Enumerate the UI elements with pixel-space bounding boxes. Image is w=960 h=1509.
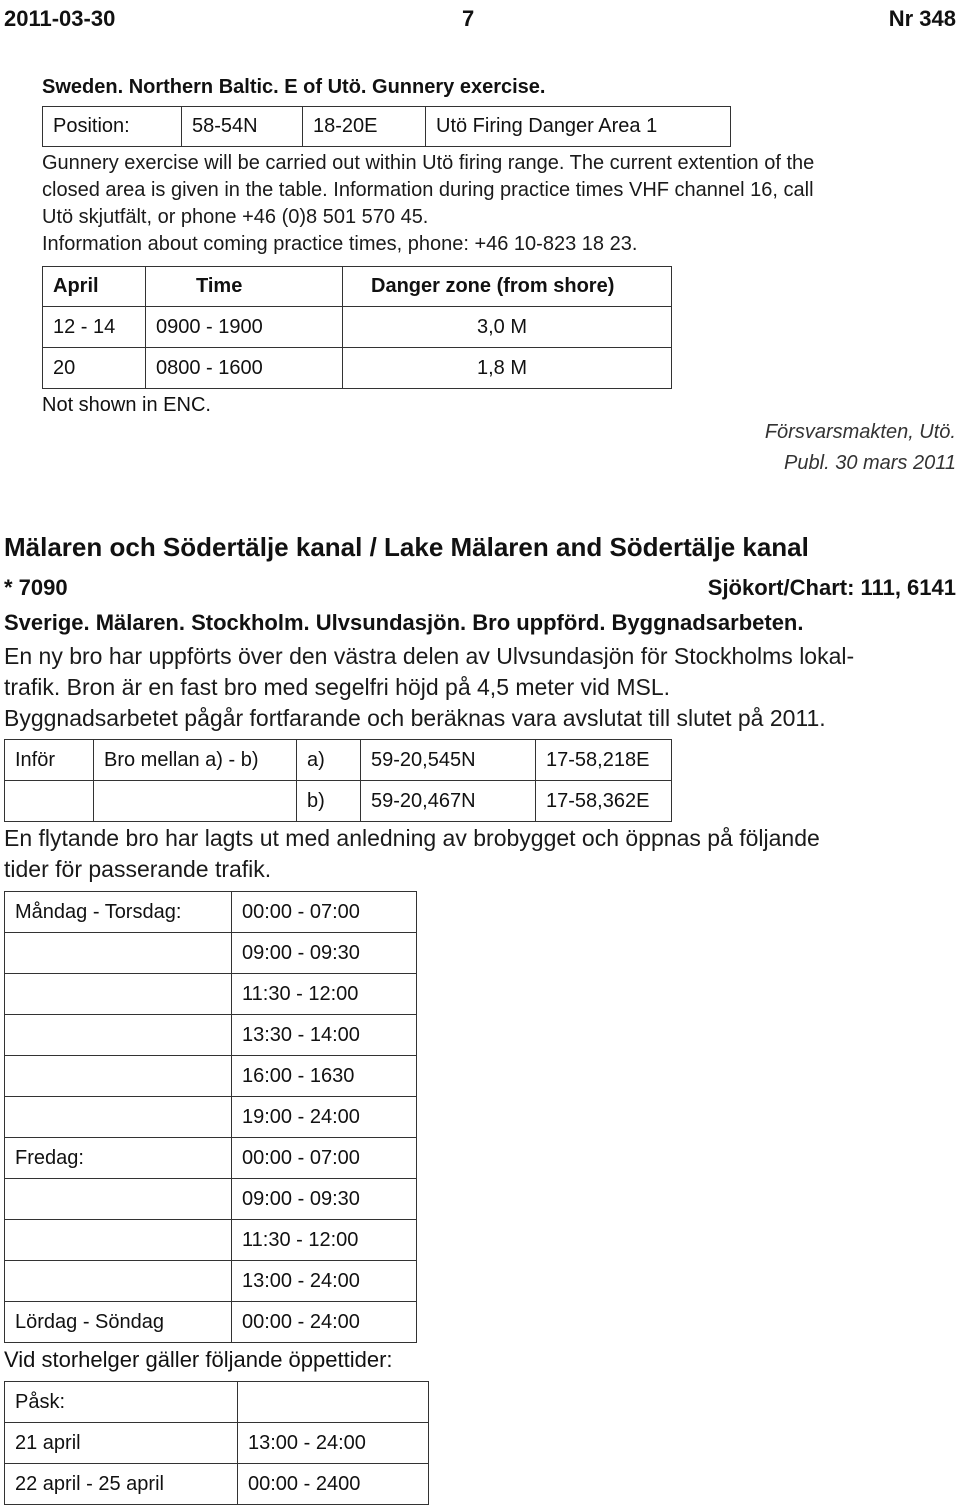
notice1-line: Utö skjutfält, or phone +46 (0)8 501 570 45. <box>42 206 429 228</box>
holiday-table <box>4 1381 429 1505</box>
cell-bridge-between: Bro mellan a) - b) <box>94 740 297 781</box>
cell-infor <box>5 781 94 822</box>
cell-time: 13:30 - 14:00 <box>232 1015 417 1056</box>
cell-time: 00:00 - 24:00 <box>232 1302 417 1343</box>
cell-time: 0900 - 1900 <box>146 307 343 348</box>
not-shown-note: Not shown in ENC. <box>42 394 211 416</box>
cell-danger-zone: 3,0 M <box>343 307 672 348</box>
cell-time: 13:00 - 24:00 <box>232 1261 417 1302</box>
notice-number: * 7090 <box>4 575 68 600</box>
cell-point: a) <box>297 740 361 781</box>
notice2-line: Byggnadsarbetet pågår fortfarande och beräknas vara avslutat till slutet på 2011. <box>4 705 826 731</box>
cell-day <box>5 1261 232 1302</box>
table-row <box>5 974 417 1015</box>
cell-time: 00:00 - 07:00 <box>232 892 417 933</box>
cell-time: 09:00 - 09:30 <box>232 933 417 974</box>
table-row <box>5 740 672 781</box>
danger-zone-table <box>42 266 672 389</box>
notice2-paragraph1 <box>4 641 934 734</box>
cell-lon: 17-58,362E <box>536 781 672 822</box>
notice2-line: tider för passerande trafik. <box>4 856 272 882</box>
table-row <box>5 1382 429 1423</box>
cell-infor: Inför <box>5 740 94 781</box>
col-header-time: Time <box>146 267 343 307</box>
cell-time: 00:00 - 2400 <box>238 1464 429 1505</box>
cell-day: Fredag: <box>5 1138 232 1179</box>
col-header-danger-zone: Danger zone (from shore) <box>343 267 672 307</box>
table-row <box>5 1261 417 1302</box>
table-row <box>5 1056 417 1097</box>
table-row <box>5 1015 417 1056</box>
cell-day <box>5 974 232 1015</box>
notice2-subtitle: Sverige. Mälaren. Stockholm. Ulvsundasjön. Bro uppförd. Byggnadsarbeten. <box>4 610 804 635</box>
chart-reference: Sjökort/Chart: 111, 6141 <box>707 575 956 600</box>
header-issue-number: Nr 348 <box>888 6 956 31</box>
col-header-april: April <box>43 267 146 307</box>
table-row <box>5 1220 417 1261</box>
notice2-paragraph2 <box>4 823 934 885</box>
cell-day <box>5 1097 232 1138</box>
table-row <box>5 1138 417 1179</box>
cell-day: Påsk: <box>5 1382 238 1423</box>
cell-day <box>5 1220 232 1261</box>
cell-time: 11:30 - 12:00 <box>232 1220 417 1261</box>
table-row <box>5 1464 429 1505</box>
cell-time <box>238 1382 429 1423</box>
table-row <box>5 781 672 822</box>
table-row <box>5 1423 429 1464</box>
cell-time: 13:00 - 24:00 <box>238 1423 429 1464</box>
bridge-position-table <box>4 739 672 822</box>
table-row <box>5 1179 417 1220</box>
cell-time: 19:00 - 24:00 <box>232 1097 417 1138</box>
notice1-line: Gunnery exercise will be carried out within Utö firing range. The current extention of the <box>42 152 815 174</box>
cell-bridge-between <box>94 781 297 822</box>
notice2-line: En flytande bro har lagts ut med anledning av brobygget och öppnas på följande <box>4 825 820 851</box>
cell-time: 0800 - 1600 <box>146 348 343 389</box>
cell-lat: 59-20,467N <box>361 781 536 822</box>
table-row <box>5 933 417 974</box>
table-row <box>43 307 672 348</box>
cell-lat: 59-20,545N <box>361 740 536 781</box>
position-lat: 58-54N <box>182 107 303 147</box>
position-area: Utö Firing Danger Area 1 <box>426 107 731 147</box>
cell-day <box>5 1015 232 1056</box>
cell-time: 16:00 - 1630 <box>232 1056 417 1097</box>
cell-day <box>5 933 232 974</box>
cell-time: 00:00 - 07:00 <box>232 1138 417 1179</box>
cell-day <box>5 1056 232 1097</box>
cell-lon: 17-58,218E <box>536 740 672 781</box>
table-row <box>5 892 417 933</box>
notice1-paragraph <box>42 150 942 258</box>
cell-april: 12 - 14 <box>43 307 146 348</box>
notice1-published: Publ. 30 mars 2011 <box>784 452 956 474</box>
notice2-line: En ny bro har uppförts över den västra delen av Ulvsundasjön för Stockholms lokal- <box>4 643 855 669</box>
cell-time: 09:00 - 09:30 <box>232 1179 417 1220</box>
position-table <box>42 106 731 147</box>
header-date: 2011-03-30 <box>4 6 116 31</box>
position-label: Position: <box>43 107 182 147</box>
notice2-line: trafik. Bron är en fast bro med segelfri höjd på 4,5 meter vid MSL. <box>4 674 671 700</box>
header-page-number: 7 <box>462 6 475 31</box>
cell-day <box>5 1179 232 1220</box>
notice1-title: Sweden. Northern Baltic. E of Utö. Gunnery exercise. <box>42 76 546 98</box>
cell-point: b) <box>297 781 361 822</box>
notice1-line: Information about coming practice times, phone: +46 10-823 18 23. <box>42 233 638 255</box>
notice1-source: Försvarsmakten, Utö. <box>764 421 956 443</box>
holiday-intro: Vid storhelger gäller följande öppettider: <box>4 1347 393 1372</box>
cell-time: 11:30 - 12:00 <box>232 974 417 1015</box>
table-row <box>43 348 672 389</box>
cell-day: 22 april - 25 april <box>5 1464 238 1505</box>
table-row <box>5 1302 417 1343</box>
cell-day: 21 april <box>5 1423 238 1464</box>
cell-day: Lördag - Söndag <box>5 1302 232 1343</box>
section-title: Mälaren och Södertälje kanal / Lake Mälaren and Södertälje kanal <box>4 532 809 562</box>
position-lon: 18-20E <box>303 107 426 147</box>
cell-day: Måndag - Torsdag: <box>5 892 232 933</box>
opening-schedule-table <box>4 891 417 1343</box>
cell-danger-zone: 1,8 M <box>343 348 672 389</box>
notice1-line: closed area is given in the table. Information during practice times VHF channel 16, call <box>42 179 814 201</box>
table-row <box>5 1097 417 1138</box>
cell-april: 20 <box>43 348 146 389</box>
